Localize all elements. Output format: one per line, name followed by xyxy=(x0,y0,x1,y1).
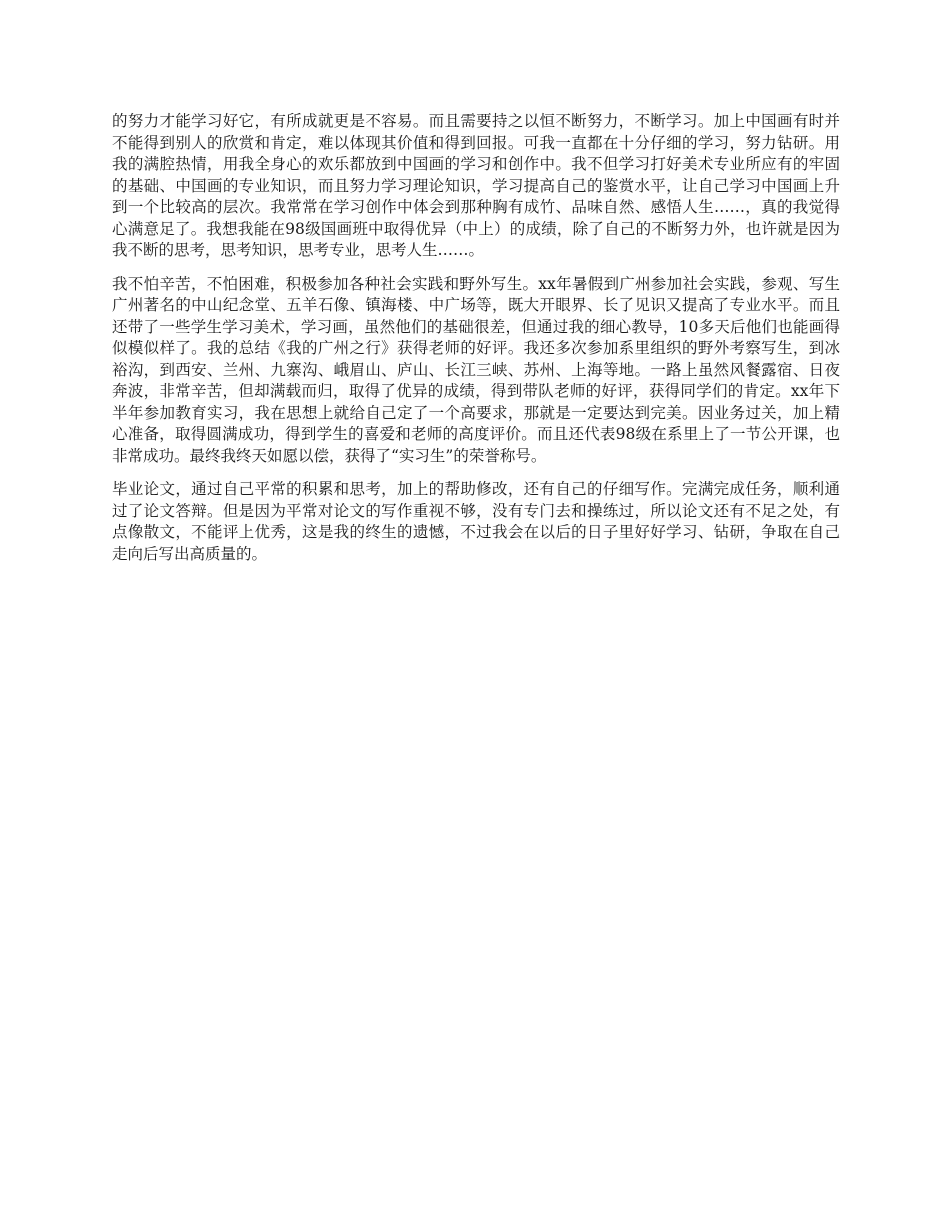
paragraph-3: 毕业论文，通过自己平常的积累和思考，加上的帮助修改，还有自己的仔细写作。完满完成任务，顺利通过了论文答辩。但是因为平常对论文的写作重视不够，没有专门去和操练过，所以论文还有不足之处，有点像散文，不能评上优秀，这是我的终生的遗憾，不过我会在以后的日子里好好学习、钻研，争取在自己走向后写出高质量的。 xyxy=(112,480,840,563)
paragraph-1: 的努力才能学习好它，有所成就更是不容易。而且需要持之以恒不断努力，不断学习。加上中国画有时并不能得到别人的欣赏和肯定，难以体现其价值和得到回报。可我一直都在十分仔细的学习，努力钻研。用我的满腔热情，用我全身心的欢乐都放到中国画的学习和创作中。我不但学习打好美术专业所应有的牢固的基础、中国画的专业知识，而且努力学习理论知识，学习提高自己的鉴赏水平，让自己学习中国画上升到一个比较高的层次。我常常在学习创作中体会到那种胸有成竹、品味自然、感悟人生……，真的我觉得心满意足了。我想我能在98级国画班中取得优异（中上）的成绩，除了自己的不断努力外，也许就是因为我不断的思考，思考知识，思考专业，思考人生……。 xyxy=(112,112,840,259)
paragraph-2: 我不怕辛苦，不怕困难，积极参加各种社会实践和野外写生。xx年暑假到广州参加社会实践，参观、写生广州著名的中山纪念堂、五羊石像、镇海楼、中广场等，既大开眼界、长了见识又提高了专业水平。而且还带了一些学生学习美术，学习画，虽然他们的基础很差，但通过我的细心教导，10多天后他们也能画得似模似样了。我的总结《我的广州之行》获得老师的好评。我还多次参加系里组织的野外考察写生，到冰裕沟，到西安、兰州、九寨沟、峨眉山、庐山、长江三峡、苏州、上海等地。一路上虽然风餐露宿、日夜奔波，非常辛苦，但却满载而归，取得了优异的成绩，得到带队老师的好评，获得同学们的肯定。xx年下半年参加教育实习，我在思想上就给自己定了一个高要求，那就是一定要达到完美。因业务过关，加上精心准备，取得圆满成功，得到学生的喜爱和老师的高度评价。而且还代表98级在系里上了一节公开课，也非常成功。最终我终天如愿以偿，获得了“实习生”的荣誉称号。 xyxy=(112,274,840,465)
document-body xyxy=(112,111,840,577)
